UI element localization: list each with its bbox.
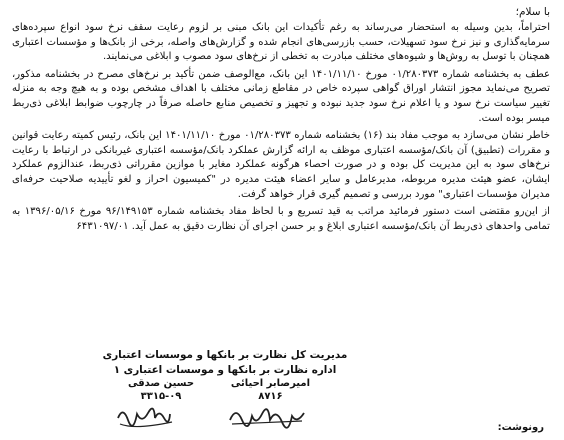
signature-office: اداره نظارت بر بانکها و موسسات اعتباری ۱: [113, 363, 337, 376]
signer-left-name: امیرصابر احیائی: [230, 378, 310, 389]
signer-right-code: ۳۳۱۵-۰۹: [140, 391, 182, 402]
signature-block: [100, 348, 350, 377]
handwritten-signatures: [110, 400, 330, 434]
cc-label: رونوشت:: [497, 422, 544, 433]
paragraph-2: عطف به بخشنامه شماره ۰۱/۲۸۰۳۷۳ مورخ ۱۴۰۱/۱۱/۱۰ این بانک، مع‌الوصف ضمن تأکید بر نرخ‌های مصرح در بخشنامه مذکور، تصریح می‌نماید مجوز انتشار اوراق گواهی سپرده خاص در مقاطع زمانی مختلف با اهداف مشخص بوده و به هیچ وجه به منزله تغییر سیاست نرخ سود و یا اعلام نرخ سود جدید نبوده و تجهیز و تخصیص منابع حاصله صرفاً در چارچوب ضوابط ابلاغی ذی‌ربط میسر بوده است.: [12, 68, 550, 124]
paragraph-1: احتراماً، بدین وسیله به استحضار می‌رساند به رغم تأکیدات این بانک مبنی بر لزوم رعایت سقف نرخ سود انواع سپرده‌های سرمایه‌گذاری و نیز نرخ سود تسهیلات، حسب بازرسی‌های انجام شده و گزارش‌های واصله، برخی از بانک‌ها و مؤسسات اعتباری همچنان با توسل به روش‌ها و شیوه‌های مختلف مبادرت به تخطی از نرخ‌های سود مصوب و ابلاغی می‌نمایند.: [12, 22, 550, 63]
letter-greeting: با سلام؛: [515, 6, 550, 18]
signature-department: مدیریت کل نظارت بر بانکها و موسسات اعتباری: [102, 349, 348, 361]
signer-left-code: ۸۷۱۶: [258, 391, 283, 402]
paragraph-3: خاطر نشان می‌سازد به موجب مفاد بند (۱۶) بخشنامه شماره ۰۱/۲۸۰۳۷۳ مورخ ۱۴۰۱/۱۱/۱۰ این بانک، رئیس کمیته رعایت قوانین و مقررات (تطبیق) آن بانک/مؤسسه اعتباری موظف به ارائه گزارش عملکرد بانک/مؤسسه اعتباری غیربانکی در ارتباط با رعایت نرخ‌های سود به این مدیریت کل بوده و در صورت احصاء هرگونه عملکرد مغایر با موازین مقرراتی ذی‌ربط، عندالزوم عملکرد ایشان، عضو هیئت مدیره مربوطه، مدیرعامل و سایر اعضاء هیئت مدیره در "کمیسیون احراز و لغو تأییدیه صلاحیت حرفه‌ای مدیران مؤسسات اعتباری" مورد بررسی و تصمیم گیری قرار خواهد گرفت.: [12, 130, 550, 200]
signer-right-name: حسین صدقی: [128, 378, 195, 389]
paragraph-4: از این‌رو مقتضی است دستور فرمائید مراتب به قید تسریع و با لحاظ مفاد بخشنامه شماره ۹۶/۱۴۹۱۵۳ مورخ ۱۳۹۶/۰۵/۱۶ به تمامی واحدهای ذی‌ربط آن بانک/مؤسسه اعتباری ابلاغ و بر حسن اجرای آن نظارت دقیق به عمل آید. ۶۴۳۱۰۹۷/۰۱: [12, 206, 550, 232]
